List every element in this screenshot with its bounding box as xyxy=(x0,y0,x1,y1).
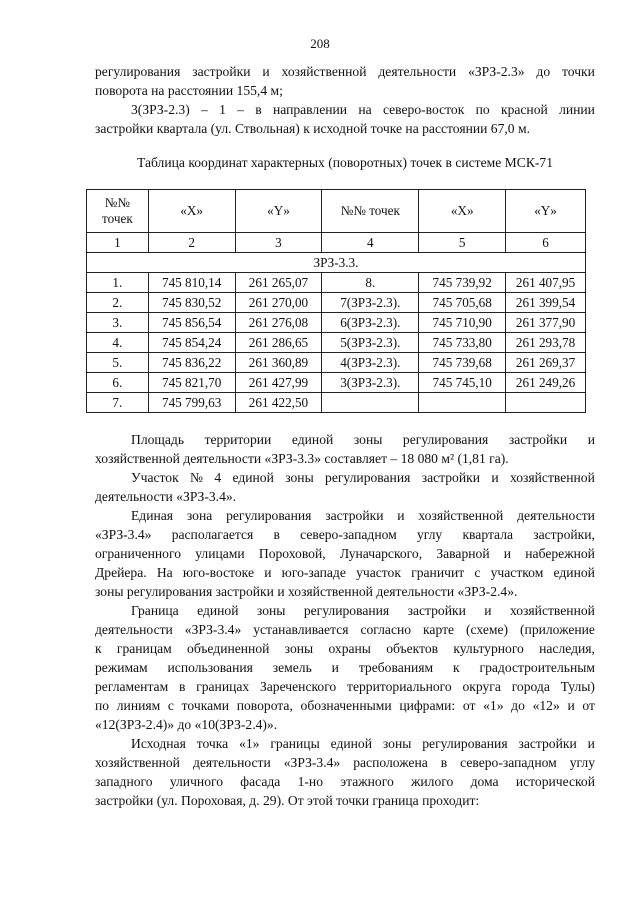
table-cell: 261 407,95 xyxy=(506,273,586,293)
word: деятельности xyxy=(95,622,173,637)
table-cell: 6. xyxy=(87,373,149,393)
word: Исходная xyxy=(131,736,186,751)
coordinates-table xyxy=(86,189,586,413)
word: зоны xyxy=(353,432,383,447)
paragraph-line: зоны регулирования застройки и хозяйственной деятельности «ЗРЗ-2.4». xyxy=(95,584,518,599)
word: единой xyxy=(197,603,239,618)
header-cell: «Y» xyxy=(235,190,322,233)
paragraph-line-justified xyxy=(95,677,595,696)
word: линии xyxy=(559,102,595,117)
table-cell: 7(ЗРЗ-2.3). xyxy=(322,293,419,313)
intro-line-justified xyxy=(95,100,595,119)
word: «ЗРЗ-3.4» xyxy=(95,527,152,542)
table-cell: 261 249,26 xyxy=(506,373,586,393)
word: цифрами: xyxy=(399,698,456,713)
table-cell: 3(ЗРЗ-2.3). xyxy=(322,373,419,393)
word: зоны xyxy=(256,603,286,618)
word: набережной xyxy=(525,546,595,561)
paragraph-line-justified xyxy=(95,753,595,772)
table-cell: 6(ЗРЗ-2.3). xyxy=(322,313,419,333)
paragraph-line-justified xyxy=(95,639,595,658)
word: Тулы) xyxy=(560,679,595,694)
word: Луначарского, xyxy=(339,546,423,561)
paragraph-line: «12(ЗРЗ-2.4)» до «10(ЗРЗ-2.4)». xyxy=(95,717,278,732)
table-cell: 745 705,68 xyxy=(419,293,506,313)
word: градостроительным xyxy=(479,660,595,675)
table-cell: 261 422,50 xyxy=(235,393,322,413)
word: фасада xyxy=(240,774,281,789)
word: 4 xyxy=(214,470,222,485)
section-cell: ЗРЗ-3.3. xyxy=(87,253,586,273)
table-cell: 261 276,08 xyxy=(235,313,322,333)
table-cell: 745 856,54 xyxy=(148,313,235,333)
word: углу xyxy=(416,527,443,542)
word: деятельности xyxy=(517,508,595,523)
word: в xyxy=(273,527,280,542)
word: жилого xyxy=(411,774,454,789)
word: единой xyxy=(553,565,595,580)
word: и xyxy=(503,546,512,561)
table-cell: 4(ЗРЗ-2.3). xyxy=(322,353,419,373)
word: зоны xyxy=(382,736,412,751)
body-block xyxy=(95,430,595,810)
word: к xyxy=(95,641,102,656)
word: территориального xyxy=(347,679,452,694)
column-number-cell: 4 xyxy=(322,233,419,253)
table-cell: 4. xyxy=(87,333,149,353)
table-cell: 5. xyxy=(87,353,149,373)
word: – xyxy=(237,102,244,117)
word: хозяйственной xyxy=(509,603,595,618)
word: и xyxy=(484,603,492,618)
word: в xyxy=(440,755,448,770)
word: «ЗРЗ-3.4» xyxy=(283,755,341,770)
word: северо-восток xyxy=(382,102,465,117)
word: деятельности xyxy=(192,755,271,770)
word: охраны xyxy=(328,641,371,656)
word: к xyxy=(453,660,460,675)
word: западного xyxy=(95,774,153,789)
table-row xyxy=(87,393,586,413)
word: хозяйственной xyxy=(418,508,504,523)
table-cell: 261 286,65 xyxy=(235,333,322,353)
table-cell: 261 399,54 xyxy=(506,293,586,313)
word: регулирования xyxy=(402,432,489,447)
word: границы xyxy=(270,736,320,751)
table-cell xyxy=(322,393,419,413)
word: обозначенными xyxy=(300,698,392,713)
word: в xyxy=(178,679,186,694)
table-cell: 745 799,63 xyxy=(148,393,235,413)
word: участок xyxy=(356,565,401,580)
header-cell: №№ точек xyxy=(87,190,149,233)
word: расположена xyxy=(353,755,428,770)
word: № xyxy=(190,470,204,485)
table-cell: 1. xyxy=(87,273,149,293)
paragraph-line-justified xyxy=(95,772,595,791)
table-row xyxy=(87,273,586,293)
word: застройки xyxy=(325,508,384,523)
intro-line: застройки квартала (ул. Ствольная) к исходной точке на расстоянии 67,0 м. xyxy=(95,121,530,136)
intro-line-justified xyxy=(95,62,595,81)
word: Дрейера. xyxy=(95,565,147,580)
word: устанавливается xyxy=(253,622,349,637)
word: направлении xyxy=(272,102,348,117)
word: культурного xyxy=(453,641,524,656)
intro-block xyxy=(95,62,595,138)
paragraph-line-justified xyxy=(95,563,595,582)
column-number-cell: 1 xyxy=(87,233,149,253)
word: и xyxy=(331,660,339,675)
word: улицами xyxy=(195,546,245,561)
word: требованиям xyxy=(358,660,434,675)
word: регулирования xyxy=(303,603,390,618)
word: красной xyxy=(500,102,548,117)
word: (схеме) xyxy=(466,622,509,637)
table-cell: 745 739,92 xyxy=(419,273,506,293)
word: северо-западном xyxy=(460,755,557,770)
paragraph-line: деятельности «ЗРЗ-3.4». xyxy=(95,489,237,504)
word: «ЗРЗ-2.3» xyxy=(468,64,525,79)
word: этажного xyxy=(340,774,394,789)
paragraph-line-justified xyxy=(95,468,595,487)
word: застройки xyxy=(421,470,480,485)
word: хозяйственной xyxy=(95,755,180,770)
table-cell xyxy=(419,393,506,413)
word: до xyxy=(536,64,551,79)
word: по xyxy=(95,698,110,713)
table-cell: 261 270,00 xyxy=(235,293,322,313)
column-number-cell: 5 xyxy=(419,233,506,253)
word: регулирования xyxy=(226,508,312,523)
word: и xyxy=(587,736,595,751)
table-cell: 7. xyxy=(87,393,149,413)
word: объединенной xyxy=(187,641,270,656)
paragraph-line-justified xyxy=(95,544,595,563)
word: северо-западном xyxy=(300,527,397,542)
word: участком xyxy=(490,565,544,580)
section-row xyxy=(87,253,586,273)
word: Граница xyxy=(131,603,179,618)
word: располагается xyxy=(171,527,254,542)
word: использования xyxy=(167,660,253,675)
table-row xyxy=(87,353,586,373)
table-cell: 745 854,24 xyxy=(148,333,235,353)
word: дома xyxy=(470,774,499,789)
word: единой xyxy=(330,736,372,751)
table-cell: 261 360,89 xyxy=(235,353,322,373)
paragraph-line-justified xyxy=(95,696,595,715)
table-cell: 3. xyxy=(87,313,149,333)
word: Участок xyxy=(131,470,179,485)
word: с xyxy=(167,698,174,713)
page-number: 208 xyxy=(310,36,330,51)
paragraph-line-justified xyxy=(95,506,595,525)
word: (приложение xyxy=(520,622,595,637)
paragraph-line-justified xyxy=(95,734,595,753)
word: с xyxy=(474,565,481,580)
word: юго-западе xyxy=(281,565,346,580)
word: по xyxy=(475,102,490,117)
table-cell: 745 810,14 xyxy=(148,273,235,293)
header-cell: «X» xyxy=(148,190,235,233)
word: зоны xyxy=(284,641,314,656)
word: на xyxy=(358,102,372,117)
table-cell: 745 710,90 xyxy=(419,313,506,333)
word: хозяйственной xyxy=(281,64,367,79)
table-cell: 8. xyxy=(322,273,419,293)
word: точка xyxy=(196,736,229,751)
word: регламентам xyxy=(95,679,169,694)
table-cell: 745 739,68 xyxy=(419,353,506,373)
word: 1-но xyxy=(297,774,323,789)
word: уличного xyxy=(169,774,224,789)
word: карте xyxy=(423,622,455,637)
word: зона xyxy=(186,508,213,523)
paragraph-line-justified xyxy=(95,525,595,544)
word: границам xyxy=(116,641,172,656)
table-caption: Таблица координат характерных (поворотных) точек в системе МСК-71 xyxy=(136,155,554,170)
word: юго-востоке xyxy=(182,565,254,580)
word: от xyxy=(582,698,595,713)
word: «ЗРЗ-3.4» xyxy=(184,622,242,637)
word: до xyxy=(511,698,525,713)
table-row xyxy=(87,313,586,333)
table-row xyxy=(87,373,586,393)
header-cell: «X» xyxy=(419,190,506,233)
word: – xyxy=(201,102,208,117)
word: исторической xyxy=(515,774,595,789)
table-cell: 745 830,52 xyxy=(148,293,235,313)
word: регулирования xyxy=(95,64,181,79)
word: Единая xyxy=(131,508,174,523)
word: застройки xyxy=(518,736,577,751)
word: режимам xyxy=(95,660,148,675)
word: Зареченского xyxy=(259,679,337,694)
word: застройки xyxy=(192,64,251,79)
table-cell: 5(ЗРЗ-2.3). xyxy=(322,333,419,353)
word: округа xyxy=(462,679,501,694)
column-number-cell: 3 xyxy=(235,233,322,253)
word: наследия, xyxy=(539,641,595,656)
word: и xyxy=(491,470,499,485)
table-cell: 261 265,07 xyxy=(235,273,322,293)
word: согласно xyxy=(360,622,412,637)
word: линиям xyxy=(116,698,161,713)
intro-line: поворота на расстоянии 155,4 м; xyxy=(95,83,283,98)
word: и xyxy=(262,64,270,79)
word: точками xyxy=(181,698,230,713)
word: граничит xyxy=(411,565,465,580)
word: Пороховой, xyxy=(258,546,326,561)
table-cell: 745 745,10 xyxy=(419,373,506,393)
word: и xyxy=(264,565,272,580)
table-cell: 261 293,78 xyxy=(506,333,586,353)
word: «1» xyxy=(239,736,260,751)
word: от xyxy=(462,698,476,713)
word: города xyxy=(511,679,550,694)
table-row xyxy=(87,333,586,353)
word: На xyxy=(156,565,173,580)
word: хозяйственной xyxy=(509,470,595,485)
paragraph-line: застройки (ул. Пороховая, д. 29). От этой точки граница проходит: xyxy=(95,793,480,808)
word: и xyxy=(567,698,575,713)
word: регулирования xyxy=(325,470,411,485)
table-header-row xyxy=(87,190,586,233)
word: застройки xyxy=(508,432,568,447)
word: поворота, xyxy=(236,698,293,713)
word: и xyxy=(397,508,405,523)
table-cell: 745 733,80 xyxy=(419,333,506,353)
word: «1» xyxy=(483,698,504,713)
word: объектов xyxy=(386,641,439,656)
word: регулирования xyxy=(422,736,508,751)
word: единой xyxy=(232,470,274,485)
word: Площадь xyxy=(131,432,185,447)
word: в xyxy=(255,102,262,117)
header-cell: «Y» xyxy=(506,190,586,233)
paragraph-line-justified xyxy=(95,430,595,449)
table-cell: 2. xyxy=(87,293,149,313)
column-number-cell: 2 xyxy=(148,233,235,253)
word: застройки xyxy=(407,603,466,618)
table-cell: 745 836,22 xyxy=(148,353,235,373)
table-cell: 261 427,99 xyxy=(235,373,322,393)
word: Заварной xyxy=(436,546,490,561)
header-cell: №№ точек xyxy=(322,190,419,233)
word: «12» xyxy=(532,698,560,713)
table-cell: 261 269,37 xyxy=(506,353,586,373)
word: застройки, xyxy=(533,527,595,542)
paragraph-line-justified xyxy=(95,601,595,620)
paragraph-line-justified xyxy=(95,658,595,677)
word: единой xyxy=(291,432,334,447)
table-cell: 745 821,70 xyxy=(148,373,235,393)
word: углу xyxy=(569,755,595,770)
paragraph-line: хозяйственной деятельности «ЗРЗ-3.3» составляет – 18 080 м² (1,81 га). xyxy=(95,451,509,466)
word: ограниченного xyxy=(95,546,182,561)
paragraph-line-justified xyxy=(95,620,595,639)
word: 3(ЗРЗ-2.3) xyxy=(131,102,190,117)
word: квартала xyxy=(462,527,514,542)
word: земель xyxy=(272,660,312,675)
word: границах xyxy=(196,679,250,694)
word: 1 xyxy=(219,102,226,117)
word: территории xyxy=(204,432,272,447)
column-number-cell: 6 xyxy=(506,233,586,253)
word: и xyxy=(587,432,595,447)
word: зоны xyxy=(285,470,314,485)
table-cell: 261 377,90 xyxy=(506,313,586,333)
table-row xyxy=(87,293,586,313)
table-cell xyxy=(506,393,586,413)
word: точки xyxy=(562,64,595,79)
word: деятельности xyxy=(378,64,457,79)
column-number-row xyxy=(87,233,586,253)
